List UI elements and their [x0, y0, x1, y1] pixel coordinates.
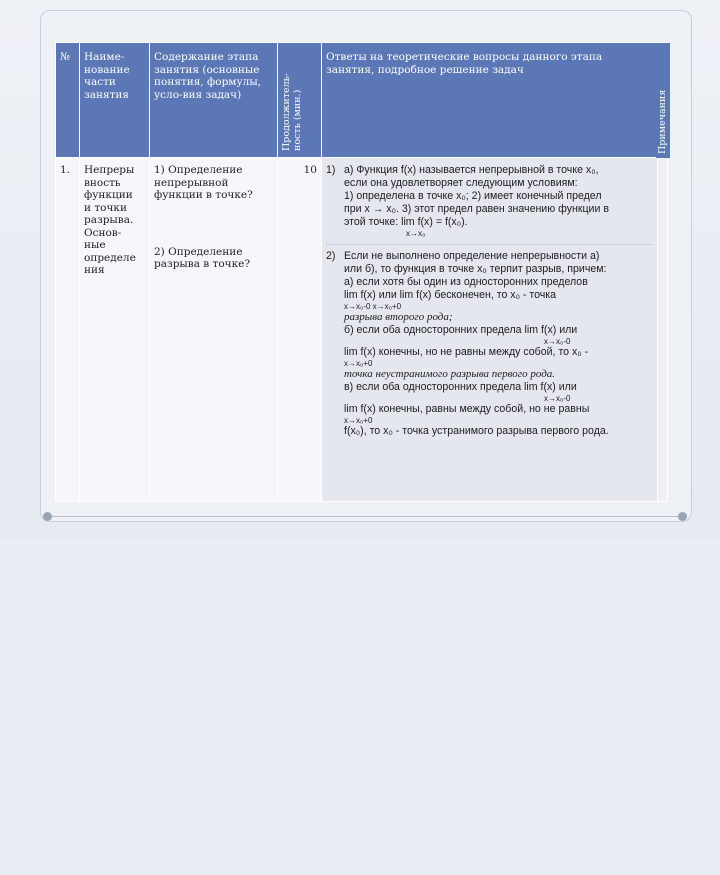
content-question-2: 2) Определение разрыва в точке?	[154, 245, 251, 270]
header-notes: Примечания	[658, 43, 668, 158]
answer-2: 2) Если не выполнено определение непрерывности а) или б), то функция в точке x₀ терпит разрыв, причем: а) если хотя бы один из односторонних пределов lim f(x) или lim f(x) бесконечен, то x₀ - точка x→x₀-0 x→x₀+0 разрыва второго рода; б) если оба односторонних предела lim f(x) или x→x₀-0 lim f(x) конечны, но не равны между собой, то x₀ - x→x₀+0 точка неустранимого разрыва первого рода. в) если оба односторонних предела lim f(x) или x→x₀-0 lim f(x) конечны, равны между собой, но не равны x→x₀+0 f(x₀), то x₀ - точка устранимого разрыва первого рода.	[326, 250, 609, 437]
header-answers: Ответы на теоретические вопросы данного этапа занятия, подробное решение задач	[322, 43, 658, 158]
bullet-dot-left	[43, 512, 52, 521]
table-row	[56, 158, 668, 502]
row-content	[150, 158, 278, 502]
row-notes	[658, 158, 668, 502]
row-duration: 10	[278, 158, 322, 502]
header-content: Содержание этапа занятия (основные понятия, формулы, усло-вия задач)	[150, 43, 278, 158]
answer-1: 1) а) Функция f(x) называется непрерывной в точке x₀, если она удовлетворяет следующим условиям: 1) определена в точке x₀; 2) имеет конечный предел при x → x₀. 3) этот предел равен значению функции в этой точке: lim f(x) = f(x₀). x→x₀	[326, 164, 609, 238]
row-num: 1.	[56, 158, 80, 502]
header-row	[56, 43, 668, 158]
header-duration: Продолжитель- ность (мин.)	[278, 43, 322, 158]
bottom-divider	[52, 516, 678, 517]
bullet-dot-right	[678, 512, 687, 521]
lesson-plan-table	[55, 42, 668, 502]
row-answers	[322, 158, 658, 502]
header-num: №	[56, 43, 80, 158]
row-name: Непреры вность функции и точки разрыва. Основ- ные определе ния	[80, 158, 150, 502]
content-question-1: 1) Определение непрерывной функции в точке?	[154, 164, 253, 201]
header-name: Наиме- нование части занятия	[80, 43, 150, 158]
